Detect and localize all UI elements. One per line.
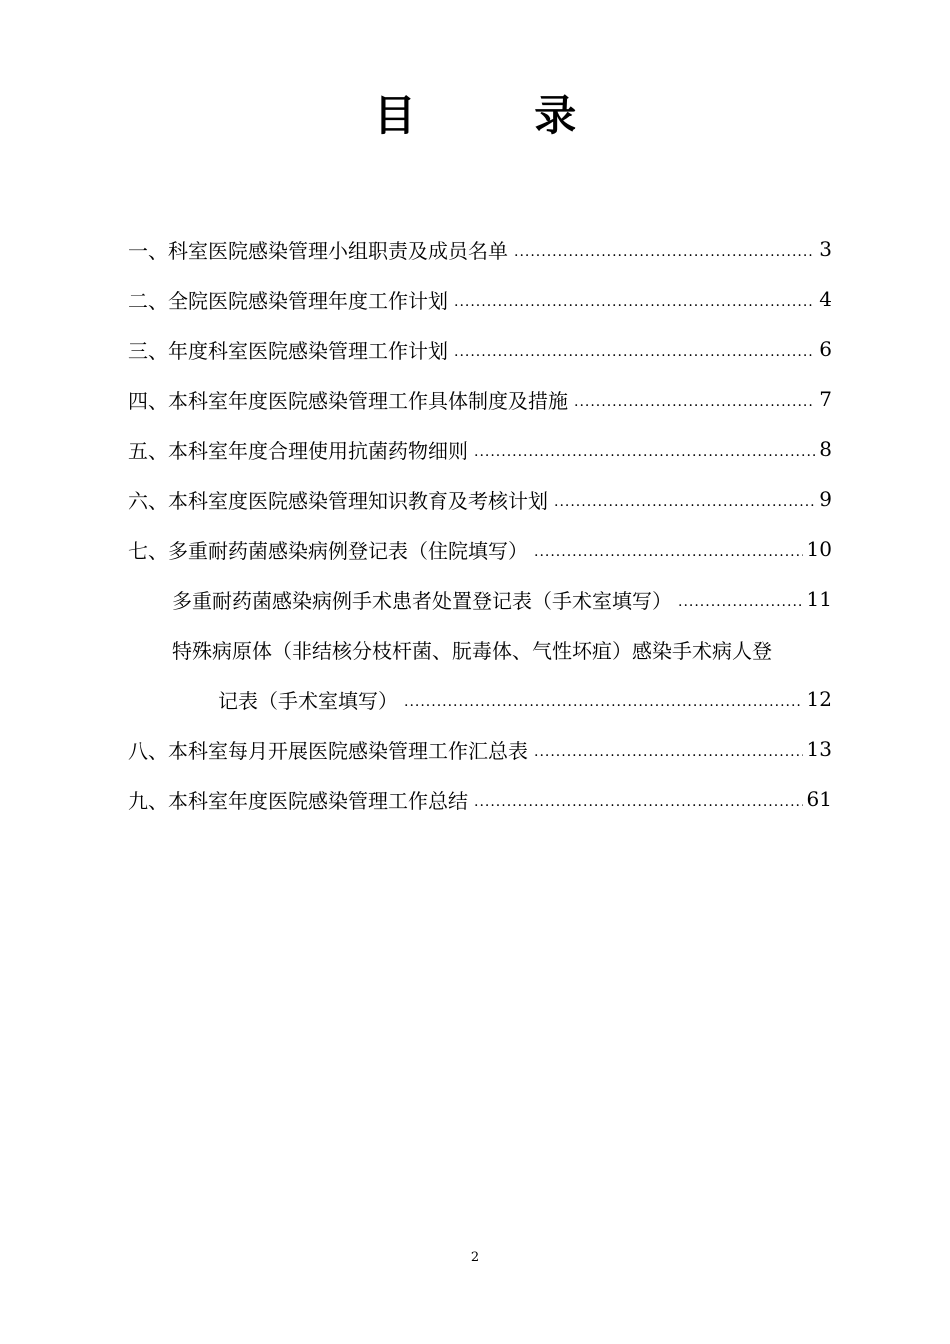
toc-entry-page: 11 — [806, 587, 832, 611]
toc-subentry-1[interactable] — [172, 574, 832, 624]
toc-entry-text: 多重耐药菌感染病例手术患者处置登记表（手术室填写） — [172, 588, 672, 613]
toc-entry-text: 记表（手术室填写） — [218, 688, 398, 713]
toc-entry-page: 6 — [819, 337, 832, 361]
toc-entry-text: 特殊病原体（非结核分枝杆菌、朊毒体、气性坏疽）感染手术病人登 — [172, 638, 772, 663]
dot-leader — [514, 242, 815, 274]
dot-leader — [678, 592, 803, 624]
toc-entry-text: 六、本科室度医院感染管理知识教育及考核计划 — [128, 488, 548, 513]
toc-subentry-2-line2[interactable] — [218, 674, 832, 724]
toc-entry-4[interactable] — [128, 374, 832, 424]
toc-entry-page: 3 — [819, 237, 832, 261]
toc-entry-9[interactable] — [128, 774, 832, 824]
toc-subentry-2-line1[interactable] — [172, 624, 832, 674]
toc-entry-page: 8 — [819, 437, 832, 461]
dot-leader — [574, 392, 815, 424]
dot-leader — [454, 342, 815, 374]
toc-entry-8[interactable] — [128, 724, 832, 774]
toc-entry-page: 12 — [806, 687, 832, 711]
dot-leader — [474, 442, 815, 474]
toc-entry-text: 七、多重耐药菌感染病例登记表（住院填写） — [128, 538, 528, 563]
toc-entry-text: 九、本科室年度医院感染管理工作总结 — [128, 788, 468, 813]
toc-entry-page: 10 — [806, 537, 832, 561]
toc-entry-1[interactable] — [128, 224, 832, 274]
toc-entry-7[interactable] — [128, 524, 832, 574]
toc-entry-page: 61 — [806, 787, 832, 811]
dot-leader — [454, 292, 815, 324]
toc-entry-text: 五、本科室年度合理使用抗菌药物细则 — [128, 438, 468, 463]
toc-entry-5[interactable] — [128, 424, 832, 474]
toc-entry-page: 7 — [819, 387, 832, 411]
dot-leader — [534, 742, 803, 774]
toc-entry-text: 三、年度科室医院感染管理工作计划 — [128, 338, 448, 363]
dot-leader — [474, 792, 803, 824]
toc-entry-text: 二、全院医院感染管理年度工作计划 — [128, 288, 448, 313]
page-number: 2 — [470, 1250, 480, 1265]
toc-title: 目 录 — [373, 91, 629, 140]
toc-entry-page: 13 — [806, 737, 832, 761]
dot-leader — [404, 692, 803, 724]
toc-entry-6[interactable] — [128, 474, 832, 524]
toc-entry-text: 四、本科室年度医院感染管理工作具体制度及措施 — [128, 388, 568, 413]
toc-entry-text: 一、科室医院感染管理小组职责及成员名单 — [128, 238, 508, 263]
toc-entry-text: 八、本科室每月开展医院感染管理工作汇总表 — [128, 738, 528, 763]
toc-entry-3[interactable] — [128, 324, 832, 374]
toc-entry-2[interactable] — [128, 274, 832, 324]
dot-leader — [534, 542, 803, 574]
dot-leader — [554, 492, 815, 524]
toc-entry-page: 9 — [819, 487, 832, 511]
toc-entry-page: 4 — [819, 287, 832, 311]
